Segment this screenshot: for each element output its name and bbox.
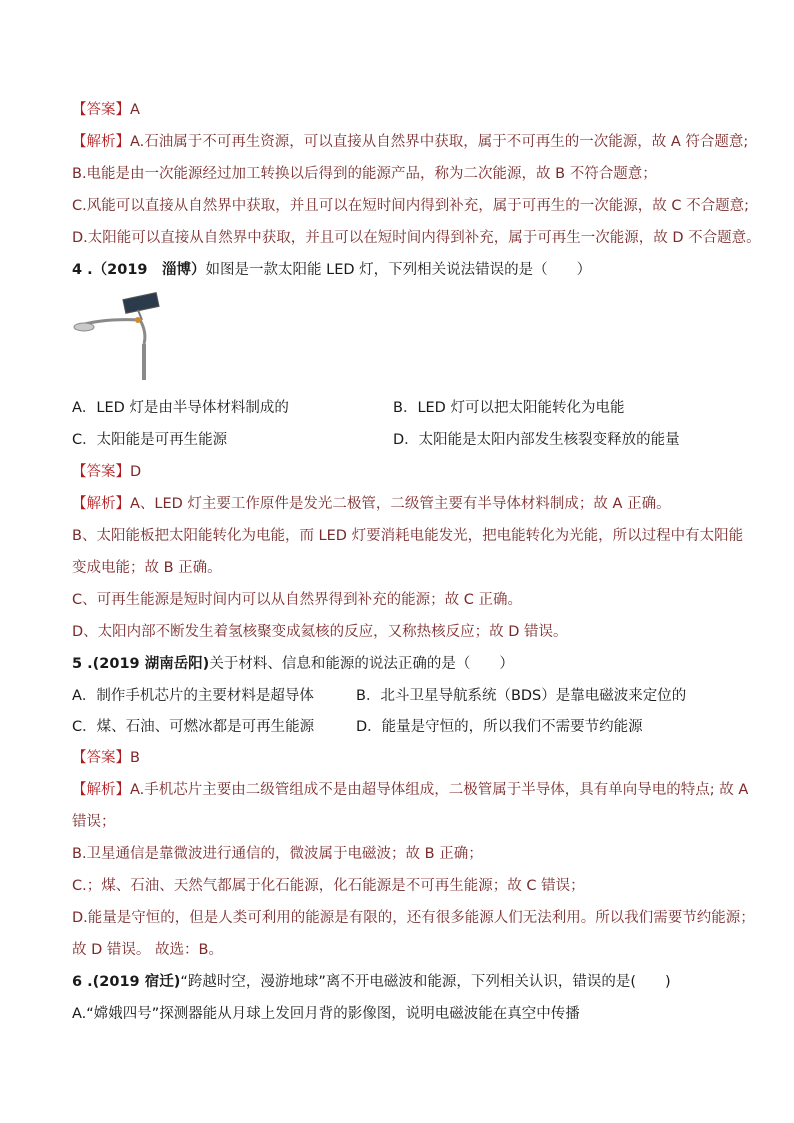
answer-value: D (130, 464, 142, 480)
option-b: B．LED 灯可以把太阳能转化为电能 (393, 400, 625, 416)
analysis-text: 故 D 错误。 故选：B。 (72, 942, 223, 958)
option-a: A．LED 灯是由半导体材料制成的 (72, 400, 289, 416)
analysis-tag: 【解析】 (72, 134, 130, 150)
analysis-line (72, 494, 671, 514)
solar-led-lamp-image (72, 292, 172, 382)
question-number: 4 . (72, 262, 93, 278)
analysis-text: A、LED 灯主要工作原件是发光二极管，二级管主要有半导体材料制成；故 A 正确。 (130, 496, 671, 512)
answer-value: A (130, 102, 140, 118)
answer-line (72, 748, 140, 768)
analysis-line (72, 132, 748, 152)
analysis-tag: 【解析】 (72, 782, 130, 798)
analysis-text: 变成电能；故 B 正确。 (72, 560, 222, 576)
option-b: B．北斗卫星导航系统（BDS）是靠电磁波来定位的 (356, 688, 687, 704)
question-text: 关于材料、信息和能源的说法正确的是（ ） (209, 656, 514, 672)
analysis-text: B.电能是由一次能源经过加工转换以后得到的能源产品，称为二次能源，故 B 不符合题意； (72, 166, 657, 182)
question-number: 5 . (72, 656, 93, 672)
question-source: （2019 淄博） (92, 262, 206, 278)
question-5-stem (72, 654, 514, 674)
answer-tag: 【答案】 (72, 102, 130, 118)
option-c: C．太阳能是可再生能源 (72, 432, 228, 448)
answer-line (72, 100, 140, 120)
analysis-line (72, 780, 748, 800)
option-a: A.“嫦娥四号”探测器能从月球上发回月背的影像图，说明电磁波能在真空中传播 (72, 1006, 580, 1022)
analysis-text: A.手机芯片主要由二级管组成不是由超导体组成，二极管属于半导体，具有单向导电的特点; 故 A (130, 782, 749, 798)
analysis-text: D.太阳能可以直接从自然界中获取，并且可以在短时间内得到补充，属于可再生一次能源，故 D 不合题意。 (72, 230, 761, 246)
question-source: (2019 宿迁) (92, 974, 181, 990)
question-number: 6 . (72, 974, 93, 990)
answer-value: B (130, 750, 140, 766)
analysis-text: A.石油属于不可再生资源，可以直接从自然界中获取，属于不可再生的一次能源，故 A 符合题意; (130, 134, 749, 150)
analysis-tag: 【解析】 (72, 496, 130, 512)
option-d: D．太阳能是太阳内部发生核裂变释放的能量 (393, 432, 680, 448)
question-6-stem (72, 972, 671, 992)
analysis-text: B、太阳能板把太阳能转化为电能，而 LED 灯要消耗电能发光，把电能转化为光能，所以过程中有太阳能 (72, 528, 744, 544)
answer-tag: 【答案】 (72, 750, 130, 766)
analysis-text: D、太阳内部不断发生着氢核聚变成氦核的反应，又称热核反应；故 D 错误。 (72, 624, 568, 640)
option-d: D．能量是守恒的，所以我们不需要节约能源 (356, 719, 643, 735)
analysis-text: C.风能可以直接从自然界中获取，并且可以在短时间内得到补充，属于可再生的一次能源，故 C 不合题意; (72, 198, 749, 214)
option-a: A．制作手机芯片的主要材料是超导体 (72, 688, 314, 704)
question-text: “跨越时空，漫游地球”离不开电磁波和能源，下列相关认识，错误的是( ) (180, 974, 671, 990)
analysis-text: C、可再生能源是短时间内可以从自然界得到补充的能源；故 C 正确。 (72, 592, 522, 608)
question-source: (2019 湖南岳阳) (92, 656, 210, 672)
question-text: 如图是一款太阳能 LED 灯，下列相关说法错误的是（ ） (205, 262, 592, 278)
analysis-text: B.卫星通信是靠微波进行通信的，微波属于电磁波；故 B 正确； (72, 846, 483, 862)
question-4-stem (72, 260, 591, 280)
analysis-text: 错误； (72, 814, 116, 830)
analysis-text: D.能量是守恒的，但是人类可利用的能源是有限的，还有很多能源人们无法利用。所以我们需要节约能源； (72, 910, 755, 926)
analysis-text: C.；煤、石油、天然气都属于化石能源，化石能源是不可再生能源；故 C 错误； (72, 878, 585, 894)
option-c: C．煤、石油、可燃冰都是可再生能源 (72, 719, 315, 735)
answer-tag: 【答案】 (72, 464, 130, 480)
answer-line (72, 462, 141, 482)
